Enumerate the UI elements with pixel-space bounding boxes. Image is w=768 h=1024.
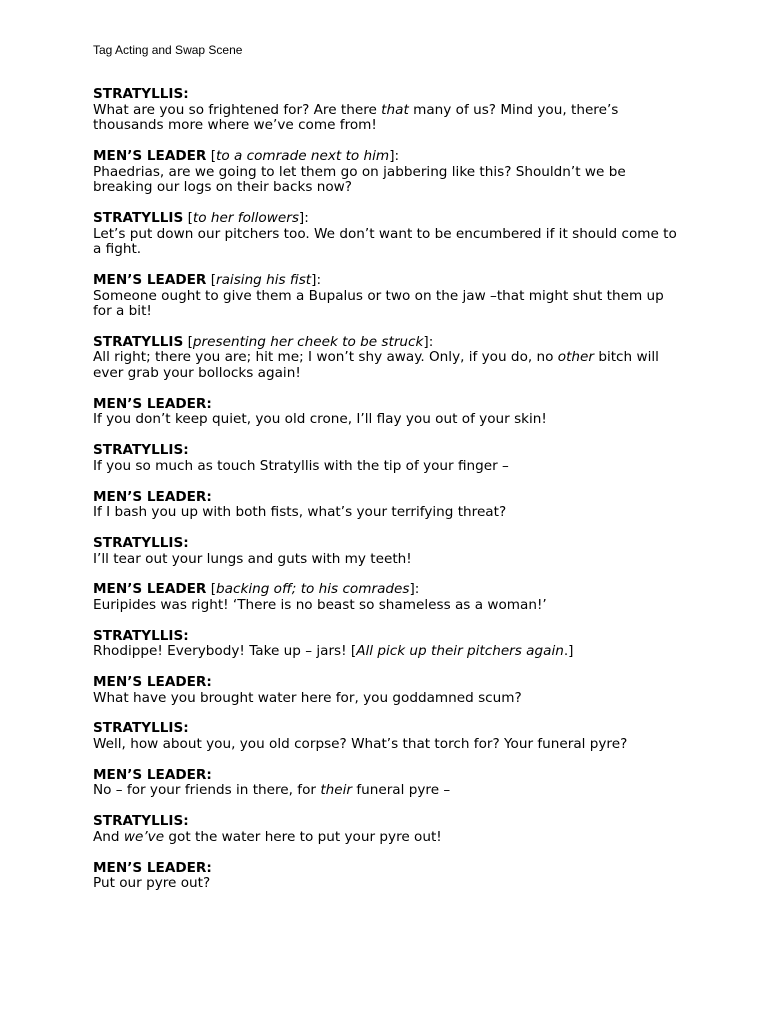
speaker-name: MEN’S LEADER — [93, 147, 207, 164]
text-run: What are you so frightened for? Are there — [93, 101, 382, 118]
speaker-name: MEN’S LEADER: — [93, 859, 212, 876]
emphasis-text: All pick up their pitchers again — [356, 643, 564, 660]
text-run: bitch will ever grab your bollocks again! — [93, 349, 659, 382]
speaker-name: MEN’S LEADER — [93, 271, 207, 288]
dialogue-text — [93, 830, 683, 846]
speaker-name: STRATYLLIS: — [93, 720, 189, 737]
text-run: funeral pyre – — [352, 782, 451, 799]
speaker-line — [93, 721, 683, 737]
stage-direction: to a comrade next to him — [216, 147, 390, 164]
emphasis-text: we’ve — [123, 828, 165, 845]
speaker-line — [93, 675, 683, 691]
speaker-line — [93, 768, 683, 784]
dialogue-text — [93, 691, 683, 707]
dialogue-entry — [93, 149, 683, 196]
speaker-line: MEN’S LEADER [raising his fist]: — [93, 271, 322, 288]
dialogue-entry — [93, 87, 683, 134]
text-run: No – for your friends in there, for — [93, 782, 321, 799]
dialogue-text — [93, 876, 683, 892]
dialogue-text — [93, 459, 683, 475]
speaker-line — [93, 814, 683, 830]
dialogue-text — [93, 783, 683, 799]
dialogue-entry — [93, 397, 683, 428]
dialogue-entry — [93, 536, 683, 567]
stage-direction: raising his fist — [216, 271, 312, 288]
speaker-name: STRATYLLIS — [93, 333, 184, 350]
dialogue-entry — [93, 861, 683, 892]
text-run: Put our pyre out? — [93, 875, 211, 892]
text-run: And — [93, 828, 124, 845]
text-run: What have you brought water here for, you goddamned scum? — [93, 689, 522, 706]
speaker-line — [93, 87, 683, 103]
speaker-line — [93, 443, 683, 459]
speaker-name: STRATYLLIS: — [93, 813, 189, 830]
emphasis-text: their — [320, 782, 353, 799]
dialogue-entry — [93, 490, 683, 521]
emphasis-text: other — [557, 349, 594, 366]
text-run: If you so much as touch Stratyllis with the tip of your finger – — [93, 457, 509, 474]
text-run: many of us? Mind you, there’s thousands more where we’ve come from! — [93, 101, 619, 134]
text-run: .] — [563, 643, 574, 660]
dialogue-entry — [93, 675, 683, 706]
speaker-name: STRATYLLIS: — [93, 442, 189, 459]
speaker-name: MEN’S LEADER: — [93, 674, 212, 691]
text-run: Rhodippe! Everybody! Take up – jars! [ — [93, 643, 357, 660]
speaker-name: MEN’S LEADER: — [93, 488, 212, 505]
text-run: Euripides was right! ‘There is no beast so shameless as a woman!’ — [93, 596, 547, 613]
script-body — [93, 87, 683, 907]
dialogue-entry — [93, 211, 683, 258]
text-run: got the water here to put your pyre out! — [164, 828, 442, 845]
dialogue-text — [93, 737, 683, 753]
speaker-line — [93, 629, 683, 645]
speaker-line: MEN’S LEADER [to a comrade next to him]: — [93, 147, 400, 164]
stage-direction: backing off; to his comrades — [216, 581, 410, 598]
dialogue-entry — [93, 629, 683, 660]
speaker-name: STRATYLLIS — [93, 209, 184, 226]
dialogue-text — [93, 412, 683, 428]
text-run: Phaedrias, are we going to let them go on jabbering like this? Shouldn’t we be breaking our logs on their backs now? — [93, 163, 626, 196]
speaker-line: STRATYLLIS [presenting her cheek to be struck]: — [93, 333, 434, 350]
dialogue-text — [93, 505, 683, 521]
dialogue-text — [93, 227, 683, 258]
dialogue-entry — [93, 443, 683, 474]
speaker-line: STRATYLLIS [to her followers]: — [93, 209, 309, 226]
text-run: If you don’t keep quiet, you old crone, I’ll flay you out of your skin! — [93, 411, 547, 428]
dialogue-text — [93, 598, 683, 614]
dialogue-text — [93, 644, 683, 660]
document-header: Tag Acting and Swap Scene — [93, 43, 243, 57]
speaker-line — [93, 490, 683, 506]
speaker-name: MEN’S LEADER: — [93, 766, 212, 783]
text-run: If I bash you up with both fists, what’s your terrifying threat? — [93, 504, 507, 521]
speaker-name: MEN’S LEADER: — [93, 395, 212, 412]
dialogue-text — [93, 552, 683, 568]
text-run: Someone ought to give them a Bupalus or two on the jaw –that might shut them up for a bit! — [93, 287, 664, 320]
text-run: Well, how about you, you old corpse? What’s that torch for? Your funeral pyre? — [93, 736, 628, 753]
speaker-line — [93, 536, 683, 552]
dialogue-entry — [93, 582, 683, 613]
text-run: All right; there you are; hit me; I won’t shy away. Only, if you do, no — [93, 349, 558, 366]
speaker-line — [93, 861, 683, 877]
dialogue-entry — [93, 814, 683, 845]
dialogue-entry — [93, 335, 683, 382]
dialogue-entry — [93, 768, 683, 799]
dialogue-text — [93, 103, 683, 134]
dialogue-text — [93, 289, 683, 320]
dialogue-text — [93, 350, 683, 381]
stage-direction: to her followers — [192, 209, 299, 226]
speaker-line: MEN’S LEADER [backing off; to his comrades]: — [93, 581, 420, 598]
speaker-name: STRATYLLIS: — [93, 86, 189, 102]
dialogue-text — [93, 165, 683, 196]
stage-direction: presenting her cheek to be struck — [192, 333, 424, 350]
emphasis-text: that — [381, 101, 409, 118]
dialogue-entry — [93, 273, 683, 320]
text-run: Let’s put down our pitchers too. We don’t want to be encumbered if it should come to a fight. — [93, 225, 677, 258]
speaker-name: STRATYLLIS: — [93, 627, 189, 644]
speaker-name: MEN’S LEADER — [93, 581, 207, 598]
speaker-name: STRATYLLIS: — [93, 534, 189, 551]
dialogue-entry — [93, 721, 683, 752]
speaker-line — [93, 397, 683, 413]
text-run: I’ll tear out your lungs and guts with my teeth! — [93, 550, 412, 567]
